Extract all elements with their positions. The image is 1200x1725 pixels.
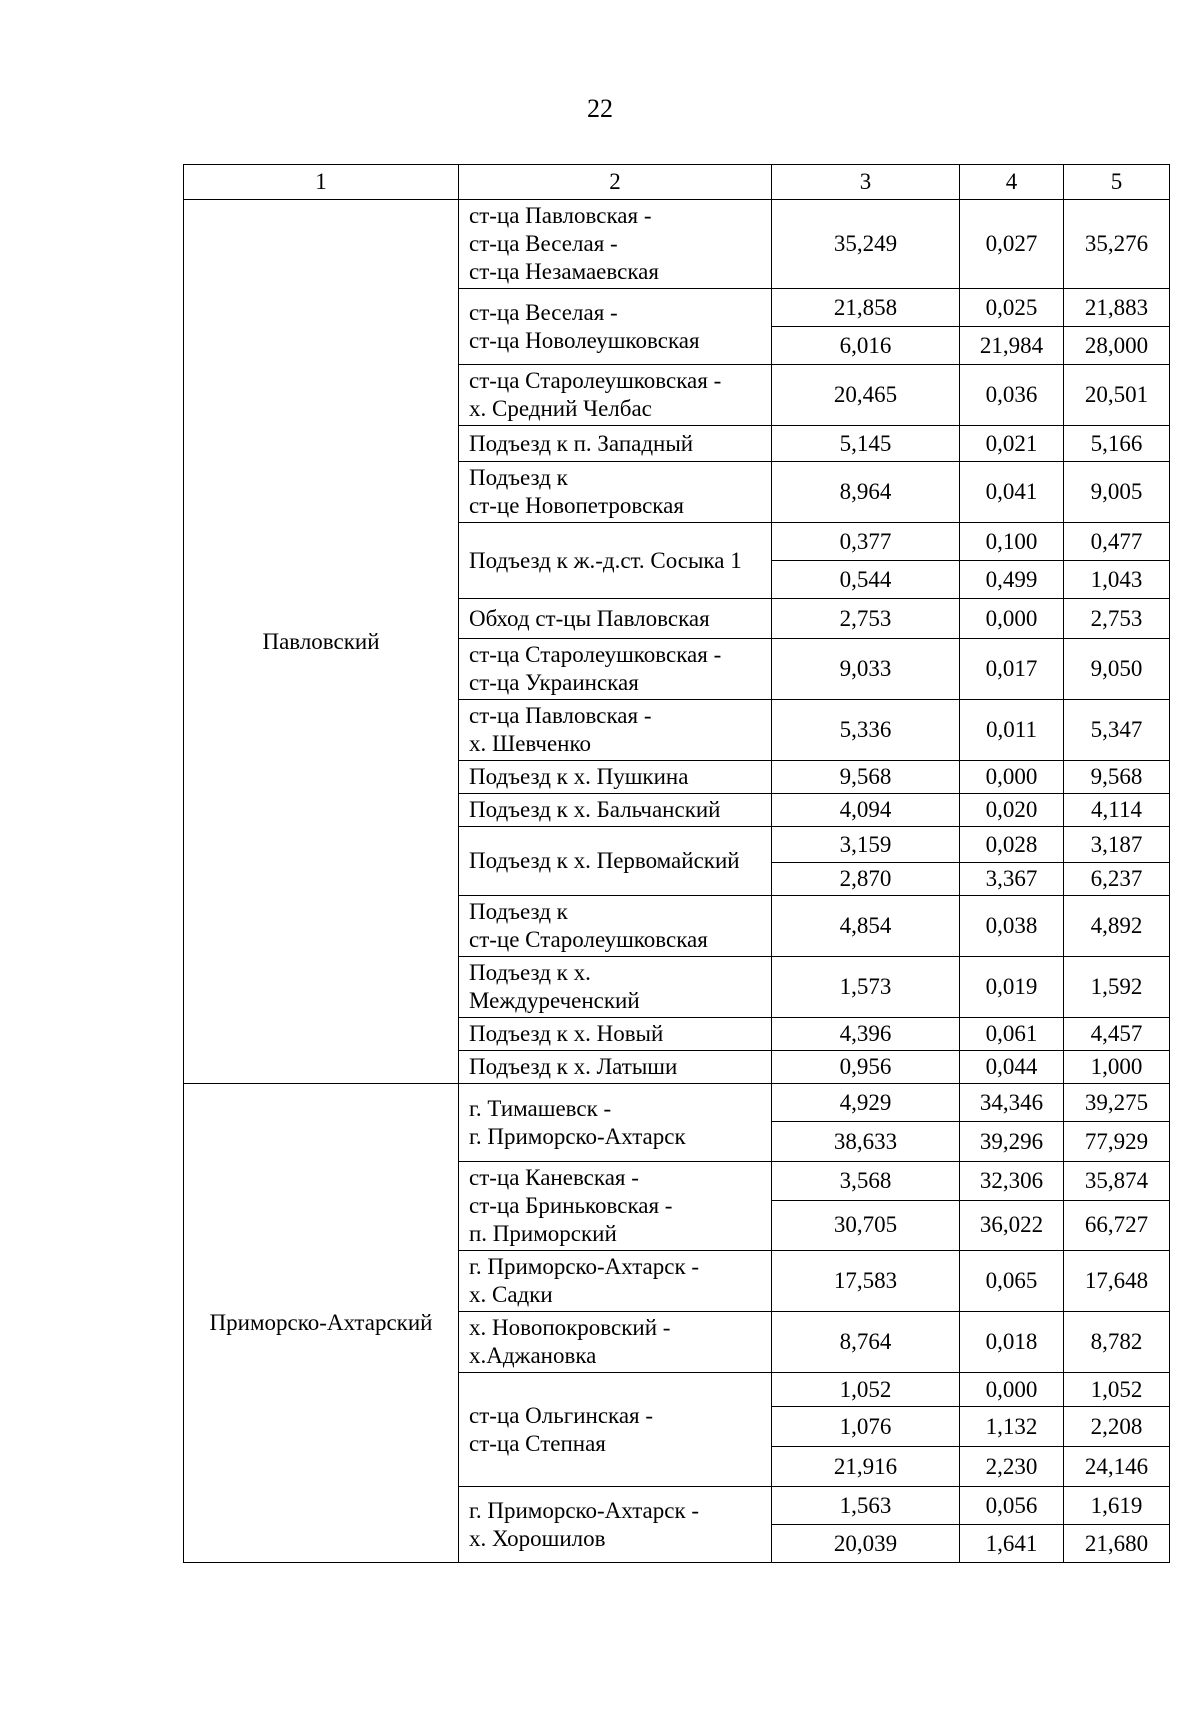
table-row (184, 200, 1170, 289)
value-cell: 1,563 (772, 1487, 960, 1525)
value-cell: 8,764 (772, 1312, 960, 1373)
value-cell: 9,033 (772, 639, 960, 700)
value-cell: 35,874 (1064, 1162, 1170, 1201)
value-cell: 1,000 (1064, 1051, 1170, 1084)
value-cell: 0,056 (960, 1487, 1064, 1525)
value-cell: 4,892 (1064, 896, 1170, 957)
value-cell: 38,633 (772, 1122, 960, 1162)
route-name: Подъезд к ст-це Новопетровская (459, 462, 772, 523)
value-cell: 2,870 (772, 863, 960, 896)
route-name: ст-ца Старолеушковская - ст-ца Украинская (459, 639, 772, 700)
value-cell: 0,000 (960, 599, 1064, 639)
value-cell: 5,145 (772, 426, 960, 462)
value-cell: 17,648 (1064, 1251, 1170, 1312)
value-cell: 0,041 (960, 462, 1064, 523)
value-cell: 0,044 (960, 1051, 1064, 1084)
route-name: Обход ст-цы Павловская (459, 599, 772, 639)
value-cell: 0,018 (960, 1312, 1064, 1373)
value-cell: 0,544 (772, 561, 960, 599)
header-row (184, 165, 1170, 200)
route-name: ст-ца Старолеушковская - х. Средний Челбас (459, 365, 772, 426)
value-cell: 1,592 (1064, 957, 1170, 1018)
column-header: 4 (960, 165, 1064, 200)
route-name: Подъезд к ст-це Старолеушковская (459, 896, 772, 957)
value-cell: 21,858 (772, 289, 960, 327)
route-name: Подъезд к х. Новый (459, 1018, 772, 1051)
value-cell: 1,052 (772, 1373, 960, 1407)
value-cell: 24,146 (1064, 1447, 1170, 1487)
value-cell: 30,705 (772, 1200, 960, 1250)
value-cell: 36,022 (960, 1200, 1064, 1250)
value-cell: 9,005 (1064, 462, 1170, 523)
value-cell: 34,346 (960, 1084, 1064, 1122)
value-cell: 2,230 (960, 1447, 1064, 1487)
roads-table (183, 164, 1170, 1563)
value-cell: 4,457 (1064, 1018, 1170, 1051)
value-cell: 0,065 (960, 1251, 1064, 1312)
value-cell: 20,465 (772, 365, 960, 426)
column-header: 5 (1064, 165, 1170, 200)
value-cell: 21,984 (960, 327, 1064, 365)
value-cell: 35,276 (1064, 200, 1170, 289)
value-cell: 9,568 (772, 761, 960, 794)
route-name: Подъезд к х. Бальчанский (459, 794, 772, 827)
value-cell: 3,159 (772, 827, 960, 863)
value-cell: 3,367 (960, 863, 1064, 896)
value-cell: 0,019 (960, 957, 1064, 1018)
region-name: Приморско-Ахтарский (184, 1084, 459, 1563)
value-cell: 0,038 (960, 896, 1064, 957)
route-name: г. Приморско-Ахтарск - х. Хорошилов (459, 1487, 772, 1563)
route-name: ст-ца Веселая - ст-ца Новолеушковская (459, 289, 772, 365)
value-cell: 4,854 (772, 896, 960, 957)
value-cell: 0,028 (960, 827, 1064, 863)
page-number: 22 (587, 94, 613, 123)
value-cell: 0,027 (960, 200, 1064, 289)
route-name: Подъезд к п. Западный (459, 426, 772, 462)
value-cell: 9,568 (1064, 761, 1170, 794)
value-cell: 2,208 (1064, 1407, 1170, 1447)
value-cell: 4,929 (772, 1084, 960, 1122)
route-name: г. Приморско-Ахтарск - х. Садки (459, 1251, 772, 1312)
value-cell: 1,132 (960, 1407, 1064, 1447)
value-cell: 4,094 (772, 794, 960, 827)
value-cell: 9,050 (1064, 639, 1170, 700)
value-cell: 3,568 (772, 1162, 960, 1201)
region-name: Павловский (184, 200, 459, 1084)
route-name: Подъезд к х. Пушкина (459, 761, 772, 794)
value-cell: 0,021 (960, 426, 1064, 462)
value-cell: 0,477 (1064, 523, 1170, 561)
value-cell: 0,025 (960, 289, 1064, 327)
value-cell: 0,036 (960, 365, 1064, 426)
value-cell: 8,782 (1064, 1312, 1170, 1373)
value-cell: 0,000 (960, 761, 1064, 794)
value-cell: 5,166 (1064, 426, 1170, 462)
value-cell: 0,956 (772, 1051, 960, 1084)
value-cell: 5,347 (1064, 700, 1170, 761)
value-cell: 5,336 (772, 700, 960, 761)
route-name: х. Новопокровский - х.Аджановка (459, 1312, 772, 1373)
value-cell: 1,076 (772, 1407, 960, 1447)
route-name: Подъезд к х. Латыши (459, 1051, 772, 1084)
column-header: 2 (459, 165, 772, 200)
value-cell: 1,641 (960, 1525, 1064, 1563)
value-cell: 2,753 (772, 599, 960, 639)
route-name: ст-ца Каневская - ст-ца Бриньковская - п. Приморский (459, 1162, 772, 1251)
value-cell: 4,396 (772, 1018, 960, 1051)
value-cell: 39,275 (1064, 1084, 1170, 1122)
value-cell: 1,619 (1064, 1487, 1170, 1525)
route-name: Подъезд к х. Первомайский (459, 827, 772, 896)
value-cell: 21,883 (1064, 289, 1170, 327)
table-row (184, 1084, 1170, 1122)
value-cell: 1,573 (772, 957, 960, 1018)
value-cell: 8,964 (772, 462, 960, 523)
value-cell: 1,052 (1064, 1373, 1170, 1407)
value-cell: 66,727 (1064, 1200, 1170, 1250)
value-cell: 4,114 (1064, 794, 1170, 827)
value-cell: 3,187 (1064, 827, 1170, 863)
value-cell: 2,753 (1064, 599, 1170, 639)
value-cell: 32,306 (960, 1162, 1064, 1201)
route-name: Подъезд к х. Междуреченский (459, 957, 772, 1018)
value-cell: 0,011 (960, 700, 1064, 761)
value-cell: 0,000 (960, 1373, 1064, 1407)
value-cell: 77,929 (1064, 1122, 1170, 1162)
value-cell: 28,000 (1064, 327, 1170, 365)
column-header: 1 (184, 165, 459, 200)
route-name: ст-ца Ольгинская - ст-ца Степная (459, 1373, 772, 1487)
value-cell: 1,043 (1064, 561, 1170, 599)
value-cell: 0,100 (960, 523, 1064, 561)
route-name: ст-ца Павловская - х. Шевченко (459, 700, 772, 761)
route-name: г. Тимашевск - г. Приморско-Ахтарск (459, 1084, 772, 1162)
value-cell: 17,583 (772, 1251, 960, 1312)
value-cell: 20,039 (772, 1525, 960, 1563)
table-body (184, 200, 1170, 1563)
value-cell: 0,061 (960, 1018, 1064, 1051)
value-cell: 21,680 (1064, 1525, 1170, 1563)
value-cell: 0,017 (960, 639, 1064, 700)
value-cell: 6,016 (772, 327, 960, 365)
value-cell: 0,499 (960, 561, 1064, 599)
route-name: ст-ца Павловская - ст-ца Веселая - ст-ца Незамаевская (459, 200, 772, 289)
route-name: Подъезд к ж.-д.ст. Сосыка 1 (459, 523, 772, 599)
value-cell: 0,020 (960, 794, 1064, 827)
value-cell: 20,501 (1064, 365, 1170, 426)
value-cell: 6,237 (1064, 863, 1170, 896)
value-cell: 39,296 (960, 1122, 1064, 1162)
value-cell: 35,249 (772, 200, 960, 289)
value-cell: 21,916 (772, 1447, 960, 1487)
column-header: 3 (772, 165, 960, 200)
value-cell: 0,377 (772, 523, 960, 561)
